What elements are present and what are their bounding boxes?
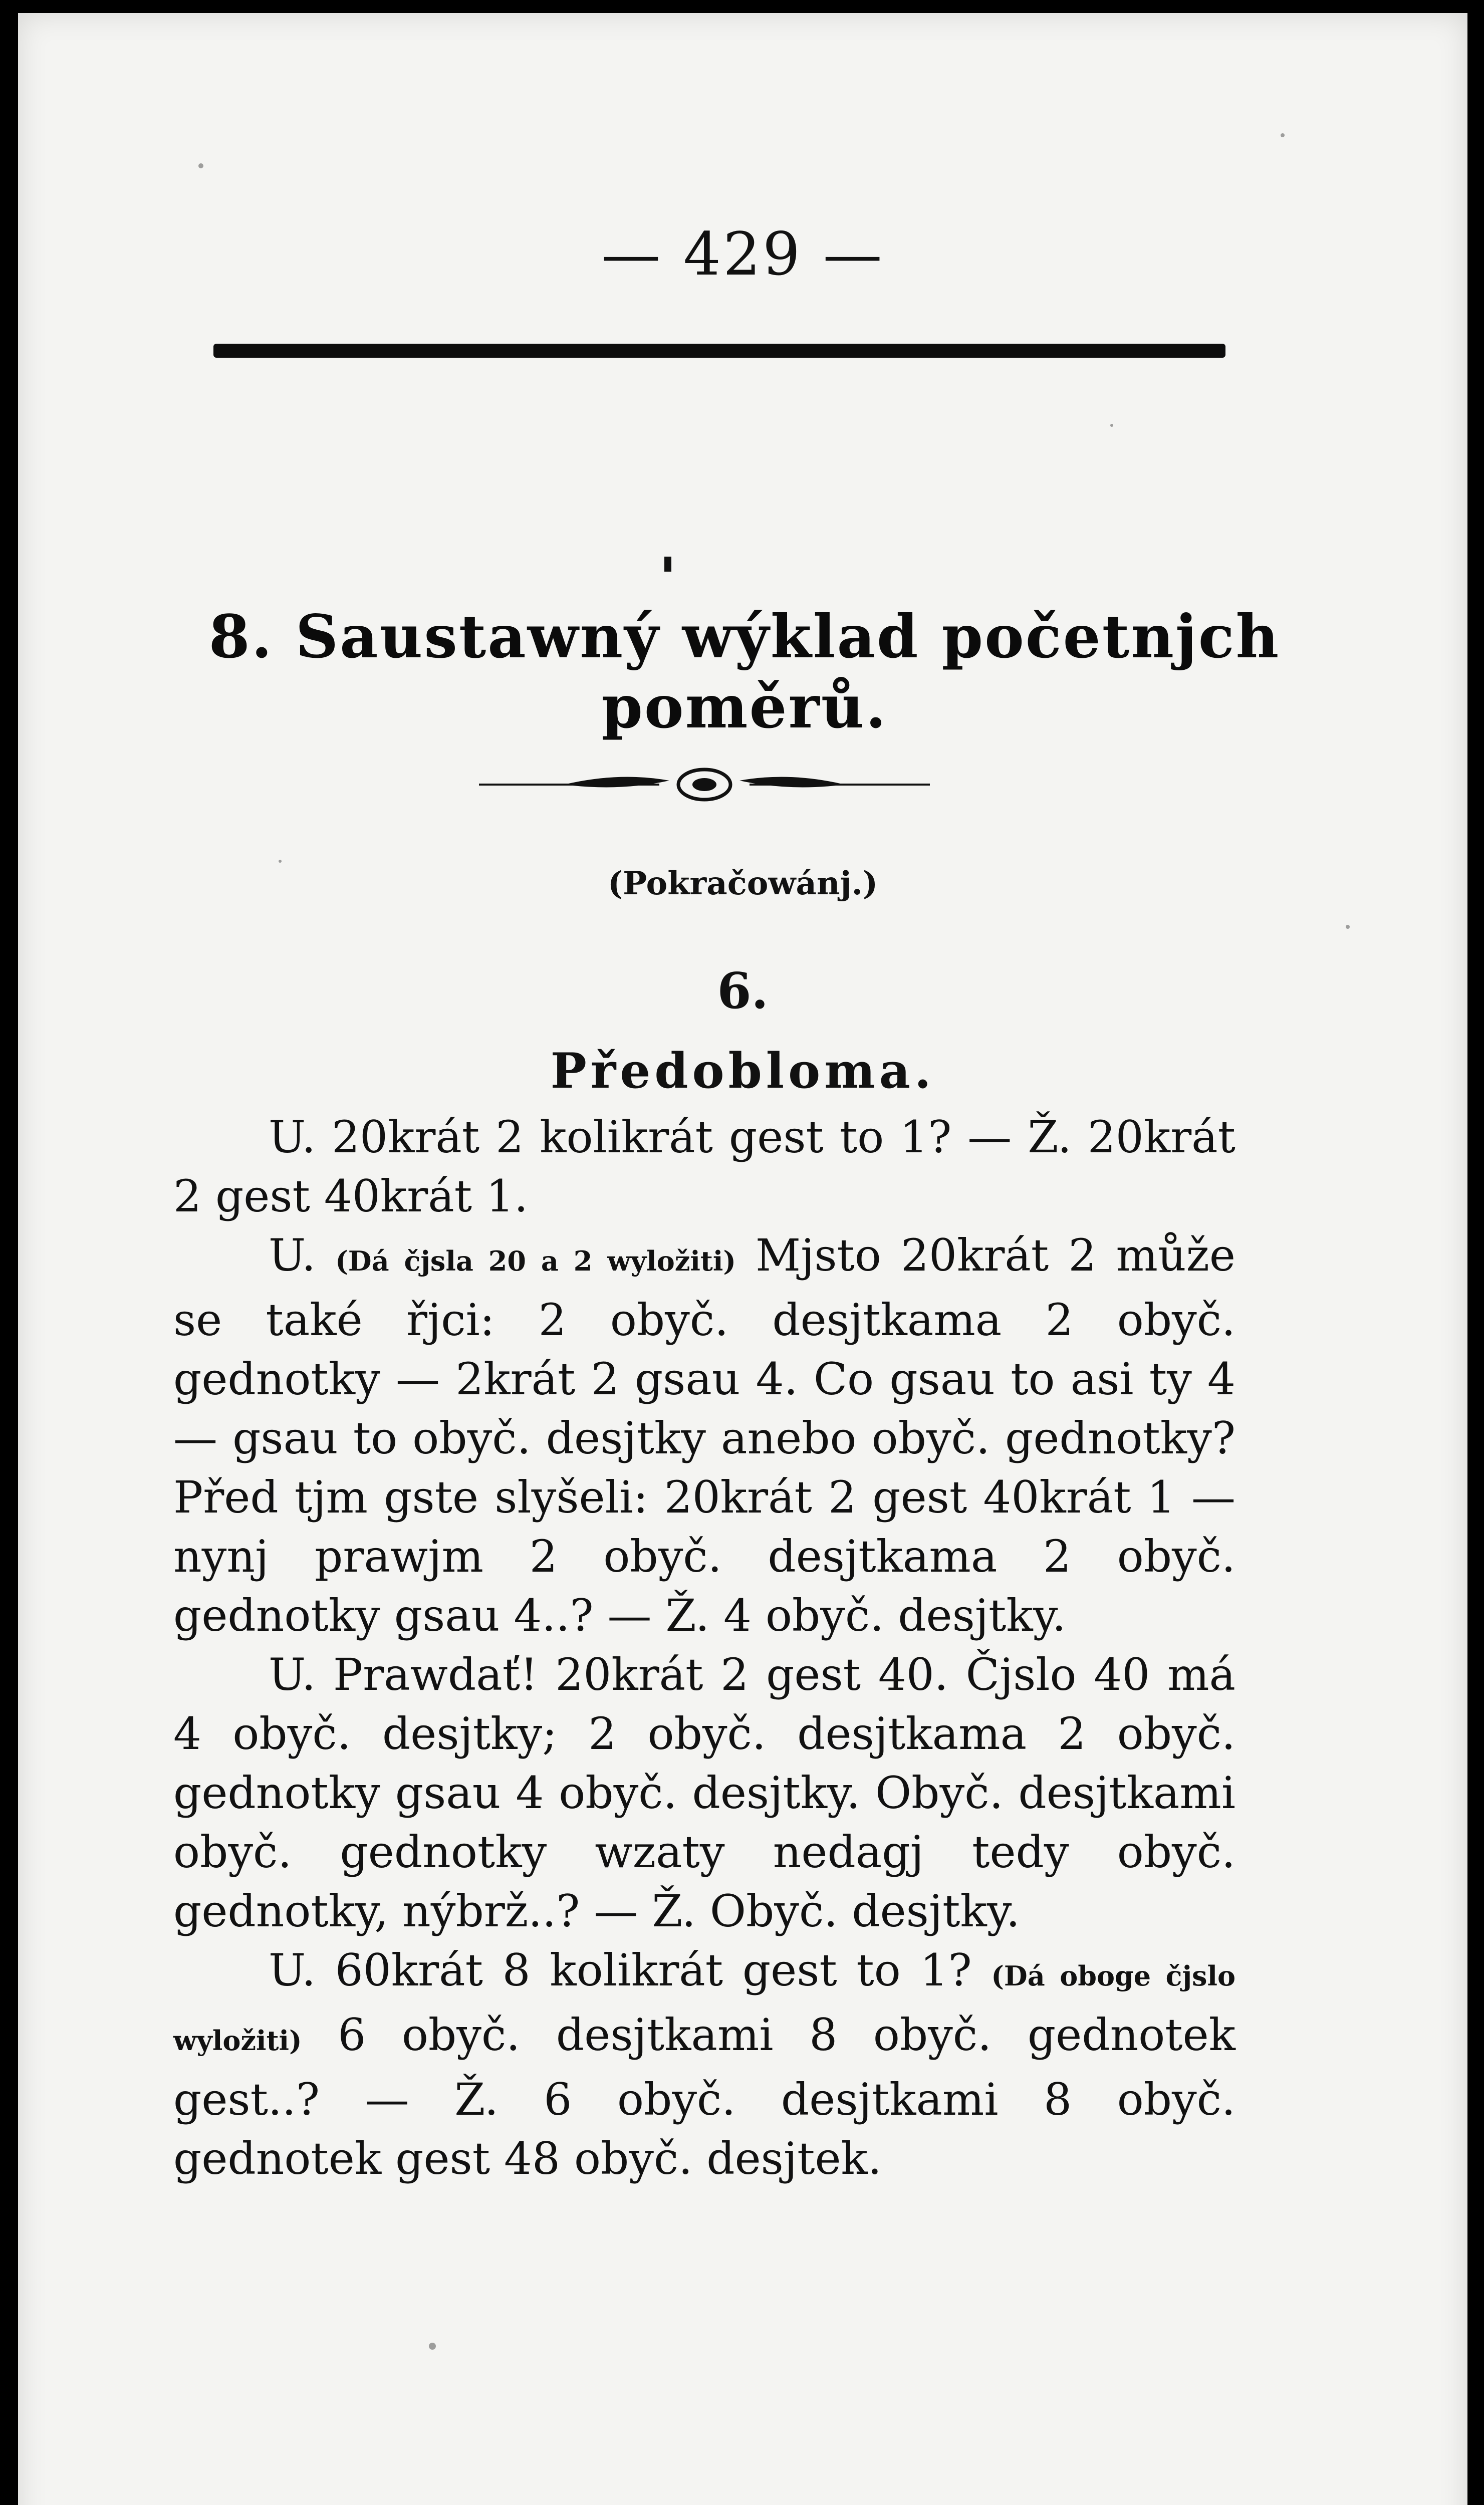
paragraph-note: (Dá čjsla 20 a 2 wyložiti) xyxy=(335,1245,736,1277)
continuation-note: (Pokračowánj.) xyxy=(607,865,878,902)
subsection-title: Předobloma. xyxy=(550,1043,935,1099)
book-page xyxy=(18,13,1467,2505)
section-title xyxy=(168,602,1321,742)
paragraph-text: U. Prawdať! 20krát 2 gest 40. Čjslo 40 má 4 obyč. desjtky; 2 obyč. desjtkama 2 obyč. gednotky gsau 4 obyč. desjtky. Obyč. desjtkami obyč. gednotky wzaty nedagj tedy obyč. gednotky, nýbrž..? — Ž. Obyč. desjtky. xyxy=(173,1649,1235,1937)
section-title-line-1: 8. Saustawný wýklad početnjch xyxy=(208,602,1281,671)
subsection-number: 6. xyxy=(717,962,769,1020)
ornament-divider xyxy=(479,765,930,805)
paragraph-text: U. 20krát 2 kolikrát gest to 1? — Ž. 20krát 2 gest 40krát 1. xyxy=(173,1111,1235,1222)
paragraph-text: Mjsto 20krát 2 může se také řjci: 2 obyč. desjtkama 2 obyč. gednotky — 2krát 2 gsau 4. Co gsau to asi ty 4 — gsau to obyč. desjtky anebo obyč. gednotky? Před tjm gste slyšeli: 20krát 2 gest 40krát 1 — nynj prawjm 2 obyč. desjtkama 2 obyč. gednotky gsau 4..? — Ž. 4 obyč. desjtky. xyxy=(173,1229,1236,1641)
paragraph-text: 6 obyč. desjtkami 8 obyč. gednotek gest..? — Ž. 6 obyč. desjtkami 8 obyč. gednotek gest 48 obyč. desjtek. xyxy=(173,2009,1235,2184)
paragraph-text: U. 60krát 8 kolikrát gest to 1? xyxy=(269,1944,992,1996)
paragraph-note: (Dá oboge čjslo wyložiti) xyxy=(173,1960,1235,2057)
page-number: — 429 — xyxy=(601,219,884,289)
paragraph-text: U. xyxy=(269,1229,336,1281)
body-text xyxy=(173,1108,1235,2188)
section-title-line-2: poměrů. xyxy=(601,672,888,741)
paragraph xyxy=(173,1226,1235,1645)
printer-mark xyxy=(664,557,671,572)
paragraph xyxy=(173,1941,1235,2188)
header-rule xyxy=(213,344,1225,358)
paragraph xyxy=(173,1645,1235,1941)
paragraph xyxy=(173,1108,1235,1226)
